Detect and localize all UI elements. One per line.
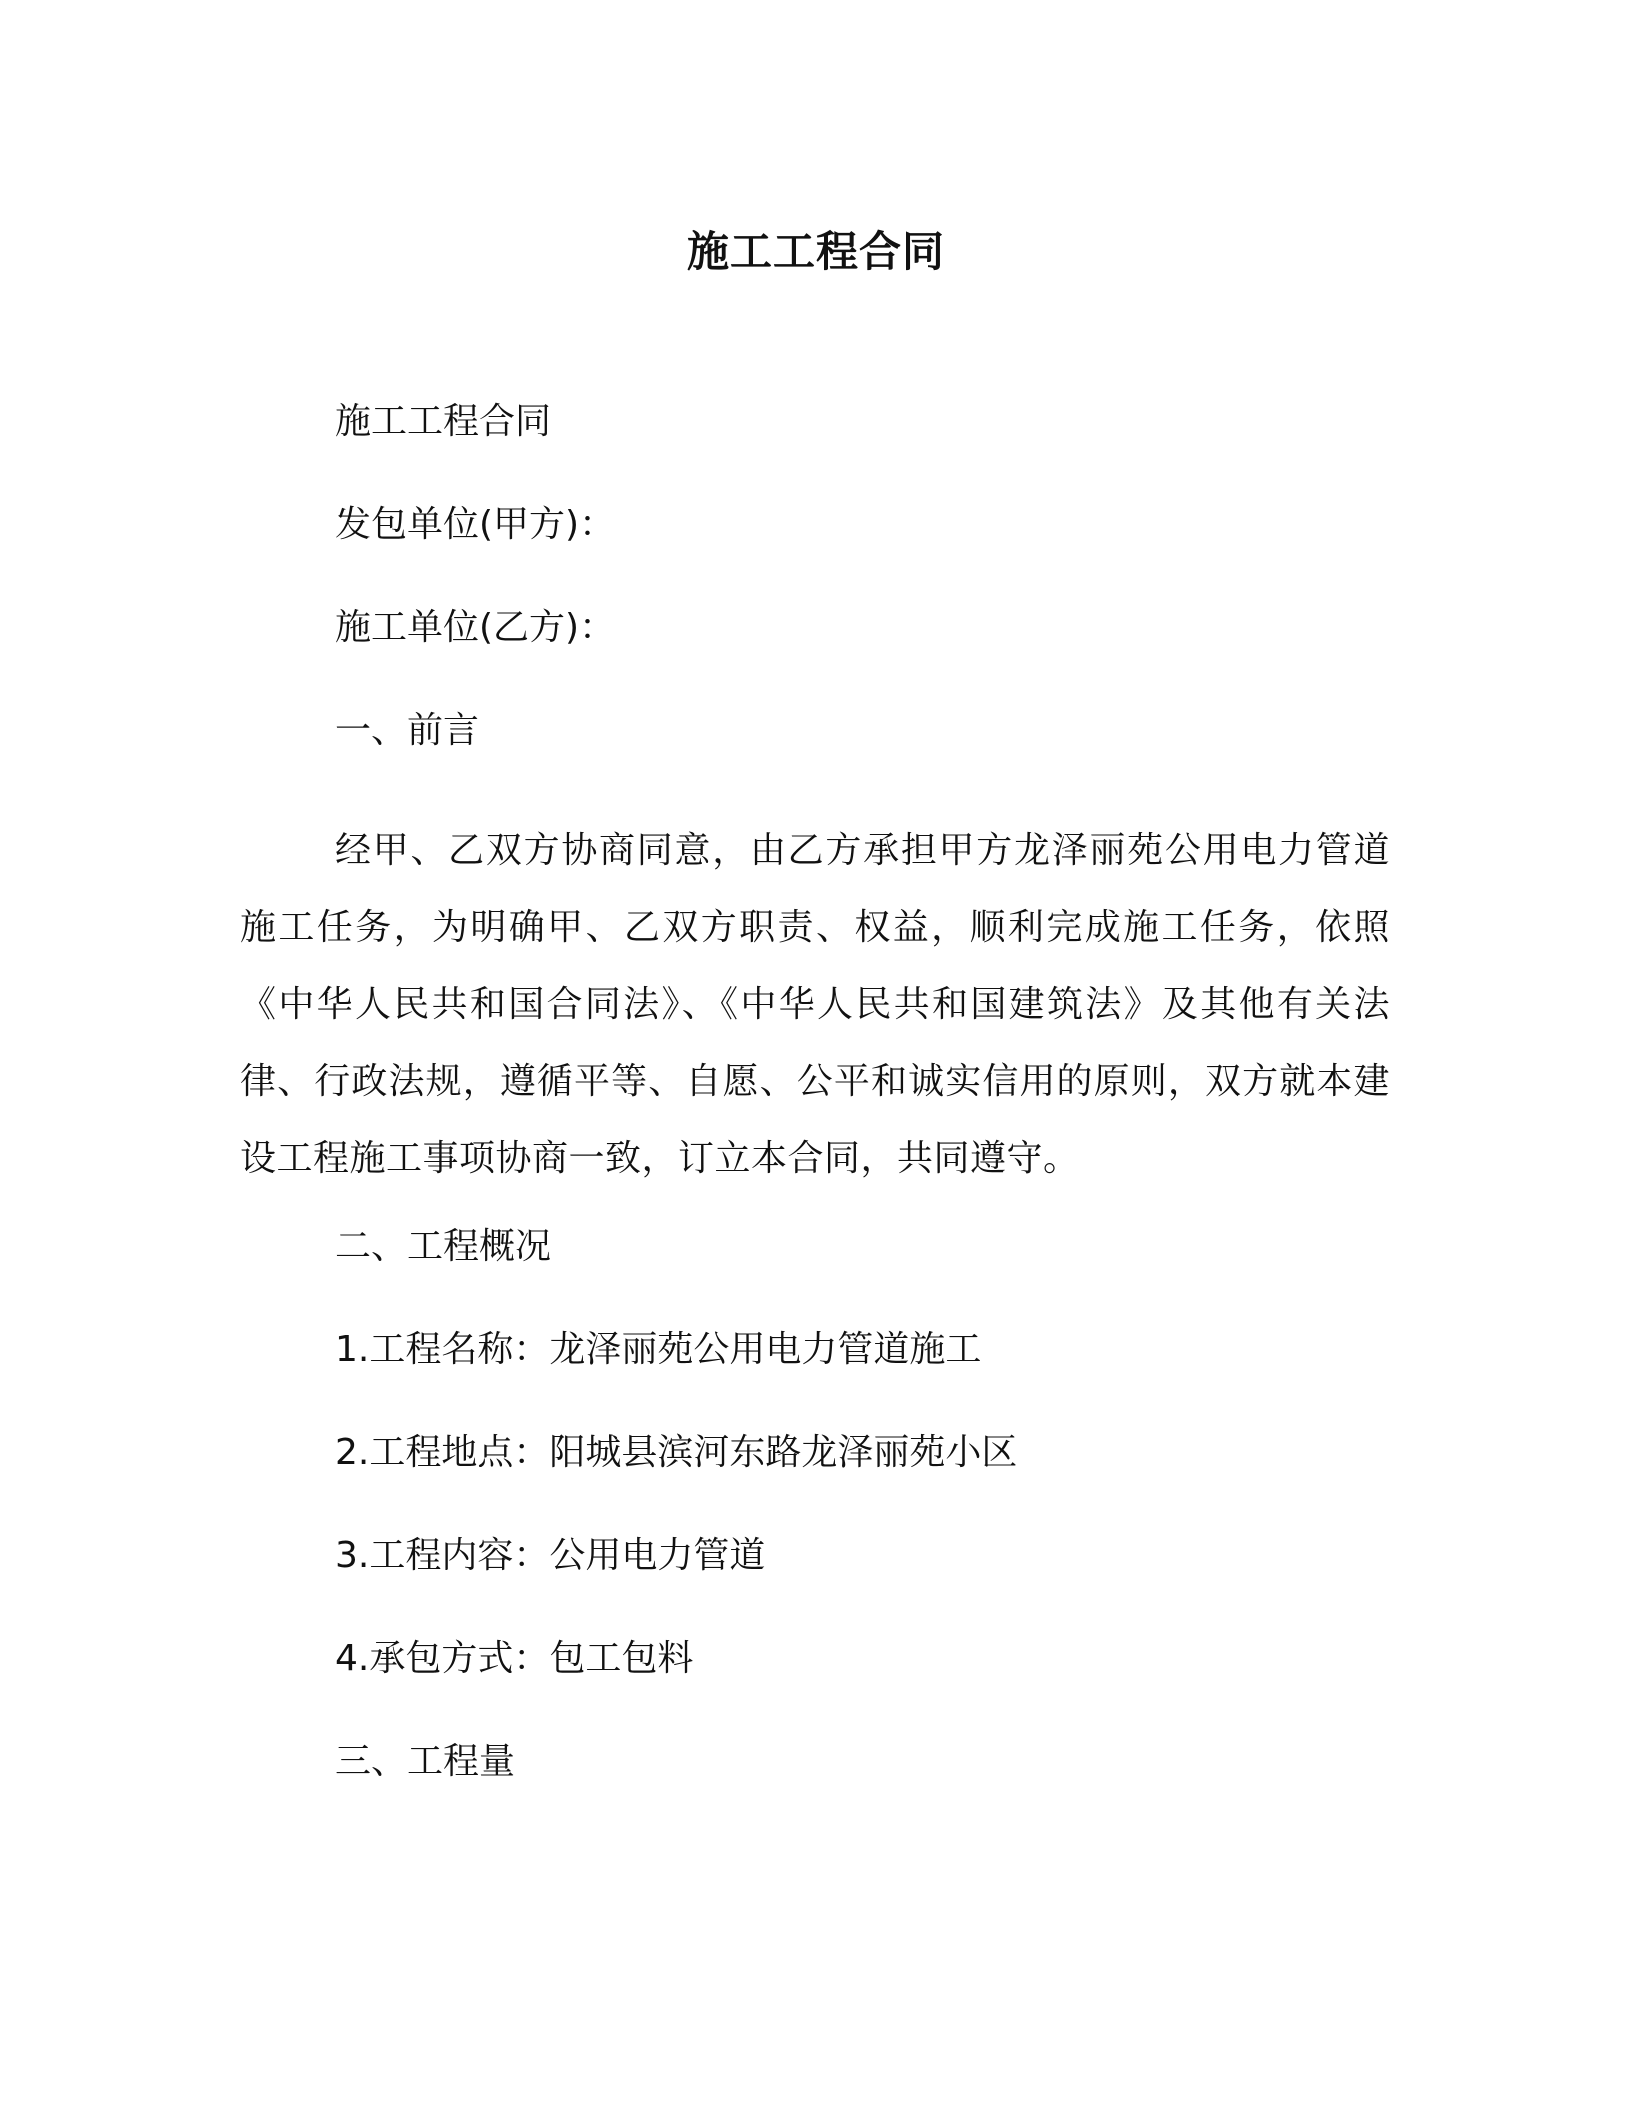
party-b-line: 施工单位(乙方)：: [335, 607, 616, 648]
overview-item-contract-mode: 4.承包方式：包工包料: [335, 1638, 694, 1679]
contract-name-line: 施工工程合同: [335, 401, 552, 442]
overview-item-location: 2.工程地点：阳城县滨河东路龙泽丽苑小区: [335, 1432, 1018, 1473]
preface-paragraph: 经甲、乙双方协商同意，由乙方承担甲方龙泽丽苑公用电力管道施工任务，为明确甲、乙双方职责、权益，顺利完成施工任务，依照《中华人民共和国合同法》、《中华人民共和国建筑法》及其他有关法律、行政法规，遵循平等、自愿、公平和诚实信用的原则，双方就本建设工程施工事项协商一致，订立本合同，共同遵守。: [240, 830, 1390, 1179]
overview-item-name: 1.工程名称：龙泽丽苑公用电力管道施工: [335, 1329, 982, 1370]
overview-item-content: 3.工程内容：公用电力管道: [335, 1535, 766, 1576]
section-2-heading: 二、工程概况: [335, 1226, 552, 1267]
section-1-heading: 一、前言: [335, 710, 480, 751]
party-a-line: 发包单位(甲方)：: [335, 504, 616, 545]
document-title: 施工工程合同: [686, 227, 945, 276]
section-3-heading: 三、工程量: [335, 1741, 516, 1782]
